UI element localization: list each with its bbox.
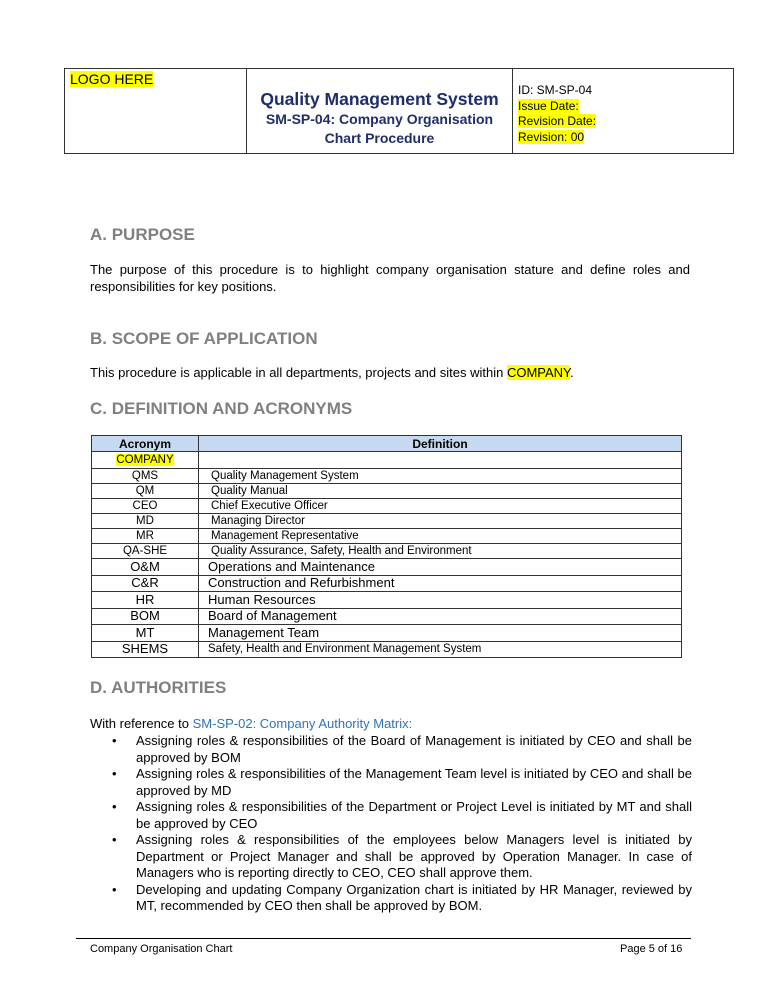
acronym-cell: QM [92,484,199,499]
scope-text-body: This procedure is applicable in all departments, projects and sites within [90,365,507,380]
table-row [92,469,682,484]
definition-cell [199,452,682,469]
column-header-definition: Definition [199,436,682,452]
acronyms-table [91,435,682,658]
table-row [92,641,682,658]
acronym-cell: BOM [92,608,199,625]
authority-matrix-link[interactable]: SM-SP-02: Company Authority Matrix: [192,716,413,731]
table-row [92,514,682,529]
acronym-cell: MT [92,625,199,642]
definition-cell: Board of Management [199,608,682,625]
table-row [92,452,682,469]
issue-date: Issue Date: [518,98,579,113]
bullet-icon: • [112,881,117,897]
acronym-cell: SHEMS [92,641,199,658]
bullet-icon: • [112,766,117,781]
table-row [92,559,682,576]
list-item [112,766,692,799]
definition-cell: Human Resources [199,592,682,609]
definition-cell: Operations and Maintenance [199,559,682,576]
list-item-text: Assigning roles & responsibilities of the Management Team level is initiated by CEO and shall be approved by MD [136,766,692,798]
company-highlight: COMPANY [506,365,571,380]
authorities-heading: D. AUTHORITIES [90,678,227,697]
table-row [92,592,682,609]
authorities-list [112,733,692,915]
revision-number: Revision: 00 [518,129,585,144]
table-row [92,625,682,642]
footer-document-name: Company Organisation Chart [90,943,233,955]
revision-date: Revision Date: [518,114,597,128]
definition-cell: Quality Manual [199,484,682,499]
bullet-icon: • [112,799,117,814]
scope-text-end: . [570,365,574,380]
title-cell [247,69,513,154]
list-item-text: Developing and updating Company Organization chart is initiated by HR Manager, reviewed by MT, recommended by CEO then shall be approved by BOM. [136,881,692,913]
footer-divider [76,938,691,939]
scope-heading: B. SCOPE OF APPLICATION [90,329,318,348]
table-row [92,544,682,559]
document-title: Quality Management System [260,89,499,109]
list-item [112,799,692,832]
acronym-cell: C&R [92,575,199,592]
logo-cell [65,69,247,154]
purpose-heading: A. PURPOSE [90,225,195,244]
authorities-intro-text: With reference to [90,716,193,731]
definition-cell: Management Team [199,625,682,642]
table-row [92,484,682,499]
acronym-cell: QMS [92,469,199,484]
definition-cell: Management Representative [199,529,682,544]
table-row [92,499,682,514]
table-row [92,529,682,544]
definition-cell: Safety, Health and Environment Management System [199,641,682,658]
list-item [112,733,692,766]
list-item-text: Assigning roles & responsibilities of the Department or Project Level is initiated by MT and shall be approved by CEO [136,799,692,831]
list-item-text: Assigning roles & responsibilities of the employees below Managers level is initiated by Department or Project Manager and shall be approved by Operation Manager. In case of Managers who is reporting directly to CEO, CEO shall approve them. [136,832,692,880]
acronym-cell: O&M [92,559,199,576]
logo-placeholder: LOGO HERE [70,71,154,87]
list-item [112,832,692,882]
definition-cell: Chief Executive Officer [199,499,682,514]
bullet-icon: • [112,733,117,748]
list-item [112,882,692,915]
acronym-cell: QA-SHE [92,544,199,559]
document-id: ID: SM-SP-04 [518,83,593,97]
scope-text [90,365,690,382]
column-header-acronym: Acronym [92,436,199,452]
table-row [92,575,682,592]
document-subtitle-line1: SM-SP-04: Company Organisation [265,111,494,127]
acronym-cell: CEO [92,499,199,514]
document-header [64,68,734,154]
acronym-cell: COMPANY [116,454,174,466]
footer-page-number: Page 5 of 16 [620,943,683,955]
authorities-intro [90,716,690,733]
acronym-cell: MD [92,514,199,529]
meta-cell [513,69,734,154]
definitions-heading: C. DEFINITION AND ACRONYMS [90,399,353,418]
list-item-text: Assigning roles & responsibilities of the Board of Management is initiated by CEO and shall be approved by BOM [136,733,692,765]
acronym-cell: MR [92,529,199,544]
definition-cell: Quality Management System [199,469,682,484]
definition-cell: Quality Assurance, Safety, Health and Environment [199,544,682,559]
purpose-text: The purpose of this procedure is to highlight company organisation stature and define roles and responsibilities for key positions. [90,262,690,294]
table-row [92,608,682,625]
document-subtitle-line2: Chart Procedure [324,130,435,146]
bullet-icon: • [112,832,117,847]
acronym-cell: HR [92,592,199,609]
definition-cell: Construction and Refurbishment [199,575,682,592]
definition-cell: Managing Director [199,514,682,529]
